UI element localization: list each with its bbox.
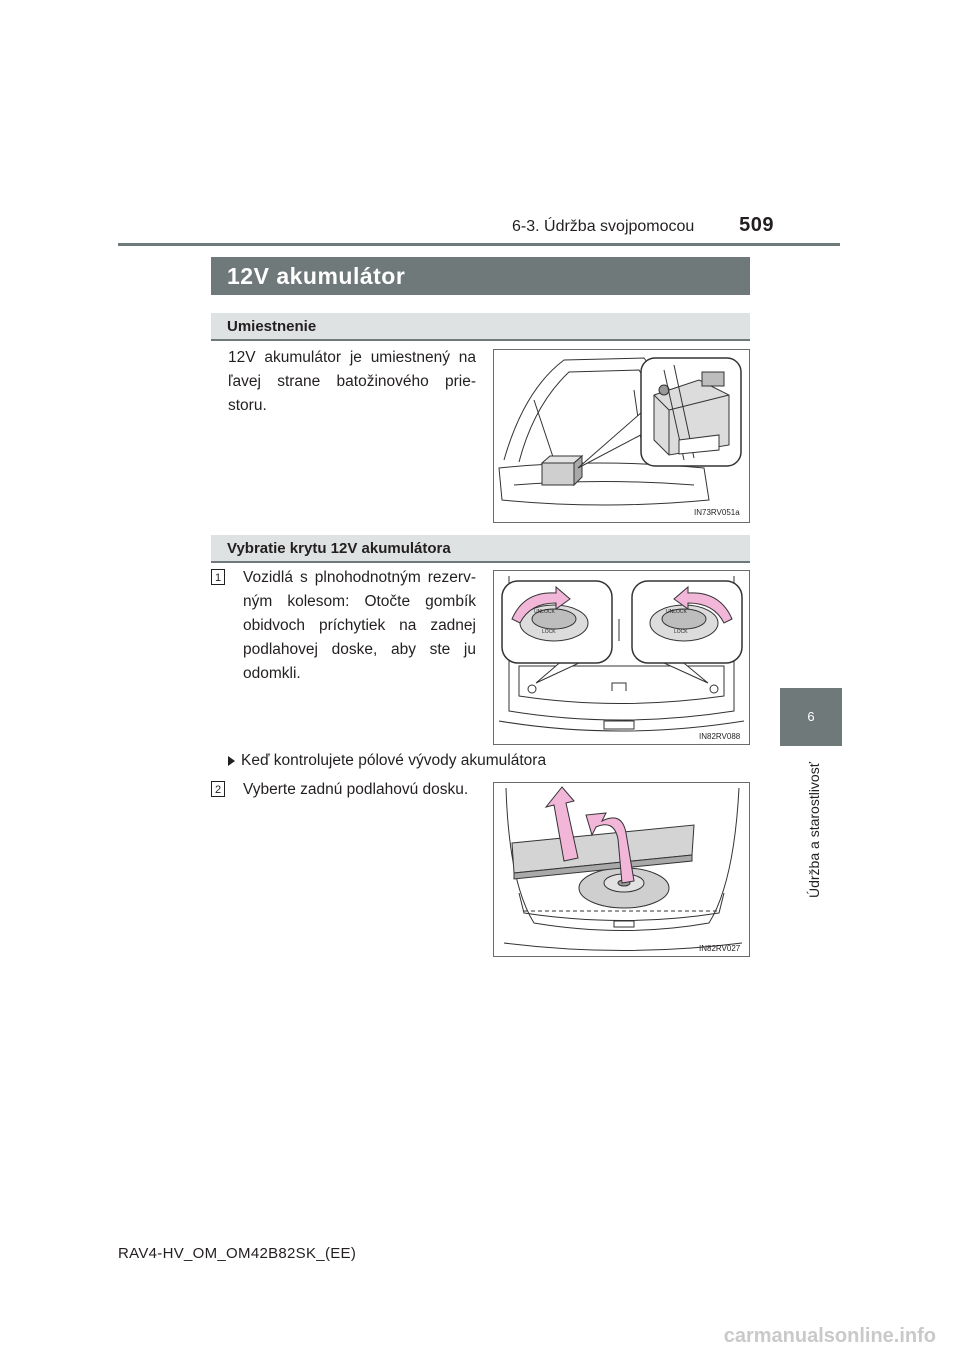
page-title: 12V akumulátor <box>211 257 750 295</box>
right-lock-knob <box>632 581 742 663</box>
chapter-title <box>792 758 832 898</box>
right-unlock-label: UNLOCK <box>666 609 687 615</box>
chapter-tab: 6 <box>780 688 842 746</box>
figure-unlock-knobs <box>493 570 750 745</box>
location-text: 12V akumulátor je umiestnený na ľavej strane batožinového prie-storu. <box>228 349 476 414</box>
step-number-1: 1 <box>211 569 225 585</box>
trunk-battery-illustration <box>494 350 749 522</box>
rear-floor-illustration <box>494 571 749 744</box>
document-code: RAV4-HV_OM_OM42B82SK_(EE) <box>118 1245 357 1262</box>
step-2-text: Vyberte zadnú podlahovú dosku. <box>243 781 469 798</box>
trunk-floor-illustration <box>494 783 749 956</box>
figure-battery-location <box>493 349 750 523</box>
left-unlock-label: UNLOCK <box>534 609 555 615</box>
figure-code-2: IN82RV088 <box>699 732 741 741</box>
triangle-bullet-icon <box>228 756 235 766</box>
section-heading-cover-removal: Vybratie krytu 12V akumulátora <box>211 535 750 563</box>
page-number: 509 <box>739 214 774 236</box>
chapter-title-text: Údržba a starostlivosť <box>806 762 822 898</box>
section-heading-location: Umiestnenie <box>211 313 750 341</box>
figure-code-1: IN73RV051a <box>694 508 740 517</box>
step-number-2: 2 <box>211 781 225 797</box>
right-lock-label: LOCK <box>674 629 688 635</box>
step-1-text: Vozidlá s plnohodnotným rezerv-ným kolesom: Otočte gombík obidvoch príchytiek na zadnej podlahovej doske, aby ste ju odomkli. <box>243 569 476 682</box>
watermark[interactable]: carmanualsonline.info <box>723 1325 936 1347</box>
figure-remove-floor-board <box>493 782 750 957</box>
bullet-text: Keď kontrolujete pólové vývody akumulátora <box>241 752 547 769</box>
left-lock-knob <box>502 581 612 663</box>
section-name: 6-3. Údržba svojpomocou <box>512 218 695 235</box>
left-lock-label: LOCK <box>542 629 556 635</box>
figure-code-3: IN82RV027 <box>699 944 741 953</box>
battery-icon <box>542 456 582 485</box>
header-divider <box>118 243 840 246</box>
bullet-note <box>228 752 546 770</box>
